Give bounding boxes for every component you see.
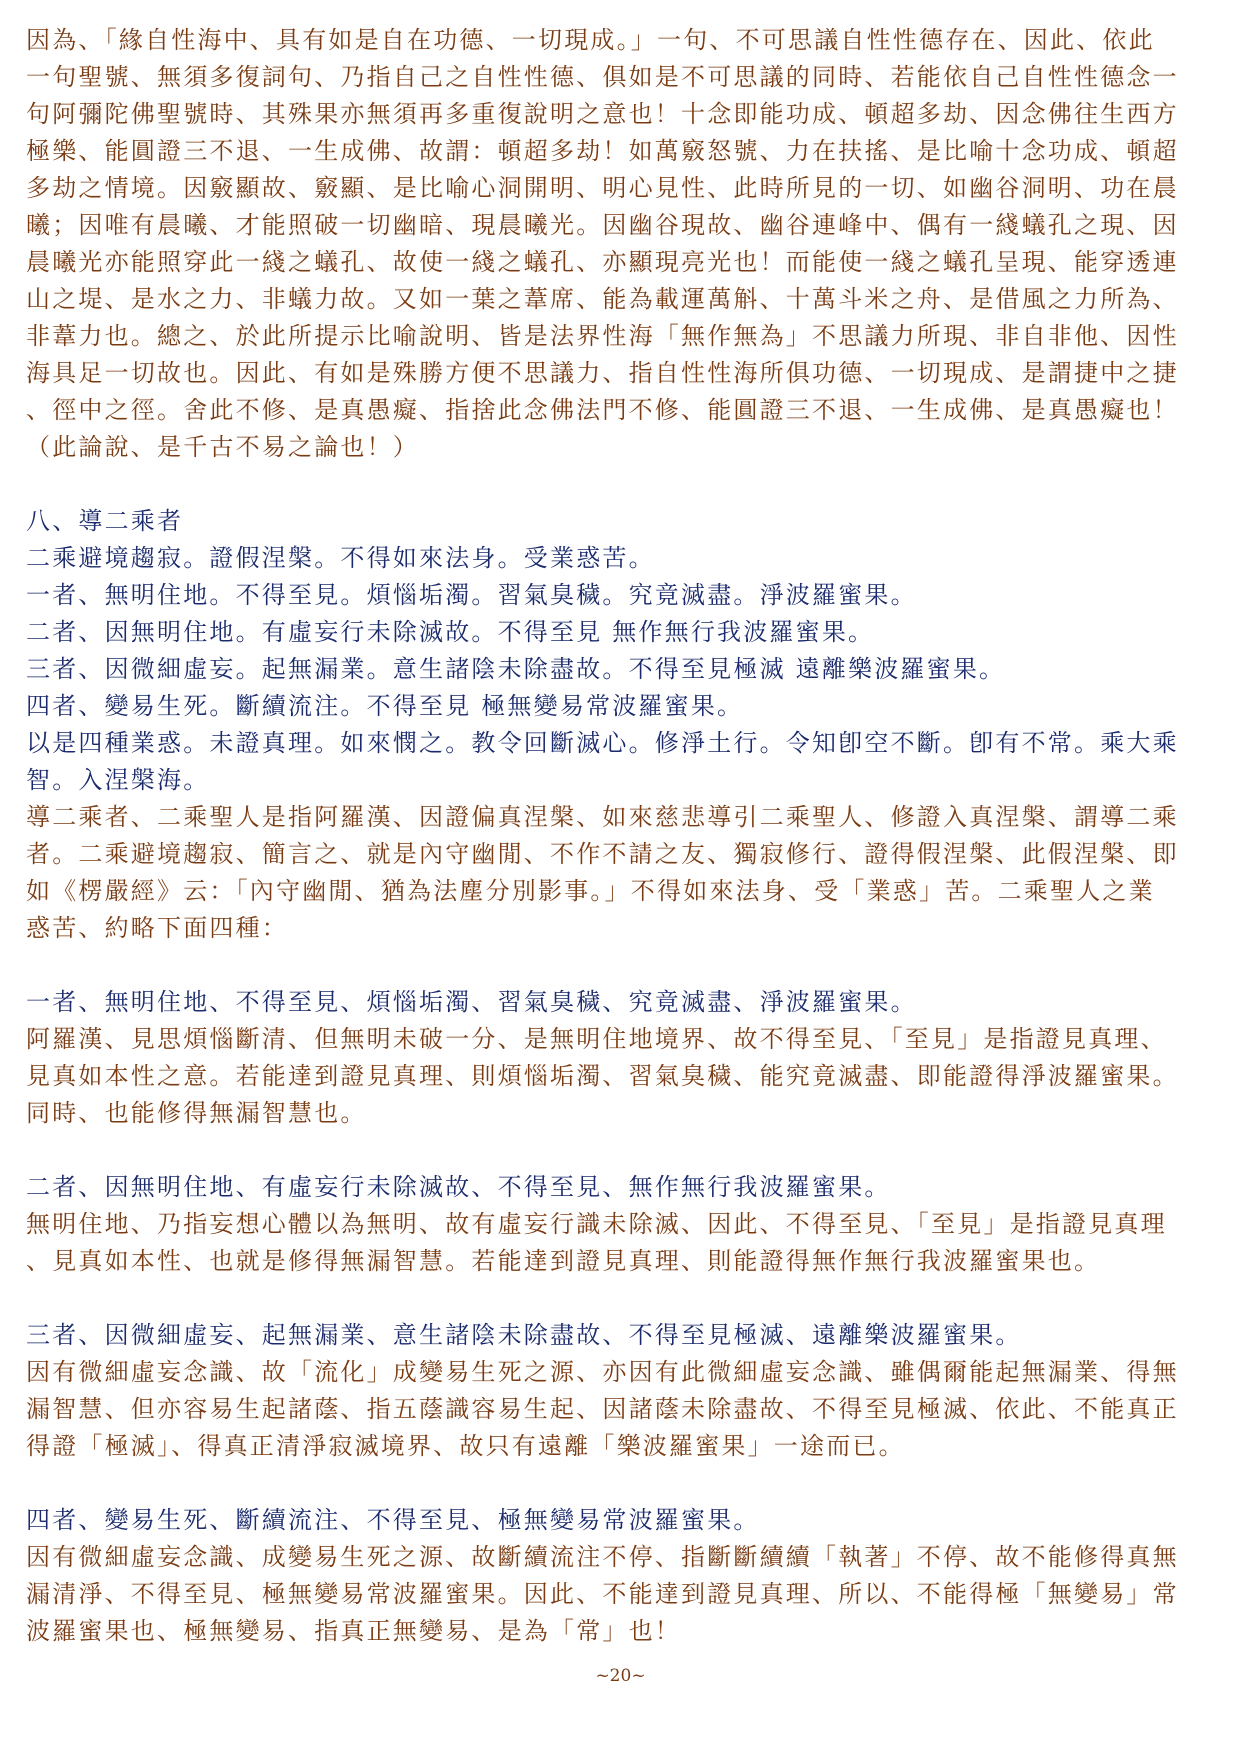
text-line: 非葦力也。總之、於此所提示比喻說明、皆是法界性海「無作無為」不思議力所現、非自非他、因性	[26, 322, 1179, 350]
page-number: ~20~	[595, 1666, 646, 1686]
text-line: 導二乘者、二乘聖人是指阿羅漢、因證偏真涅槃、如來慈悲導引二乘聖人、修證入真涅槃、謂導二乘	[26, 803, 1179, 831]
text-line: 漏清淨、不得至見、極無變易常波羅蜜果。因此、不能達到證見真理、所以、不能得極「無變易」常	[26, 1580, 1179, 1608]
text-line: 無明住地、乃指妄想心體以為無明、故有虛妄行識未除滅、因此、不得至見、「至見」是指證見真理	[26, 1210, 1167, 1238]
paragraph-gap	[26, 466, 1224, 503]
paragraph	[26, 1169, 1224, 1206]
text-line: 以是四種業惑。未證真理。如來憫之。教令回斷滅心。修淨土行。令知卽空不斷。卽有不常。乘大乘	[26, 729, 1179, 757]
text-line: 一者、無明住地。不得至見。煩惱垢濁。習氣臭穢。究竟滅盡。淨波羅蜜果。	[26, 581, 917, 609]
text-line: 晨曦光亦能照穿此一綫之蟻孔、故使一綫之蟻孔、亦顯現亮光也！而能使一綫之蟻孔呈現、能穿透連	[26, 248, 1179, 276]
text-line: 惑苦、約略下面四種：	[26, 914, 288, 942]
paragraph	[26, 984, 1224, 1021]
text-line: 阿羅漢、見思煩惱斷清、但無明未破一分、是無明住地境界、故不得至見、「至見」是指證見真理、	[26, 1025, 1167, 1053]
paragraph	[26, 1021, 1224, 1132]
paragraph	[26, 1206, 1224, 1280]
text-line: 四者、變易生死、斷續流注、不得至見、極無變易常波羅蜜果。	[26, 1506, 760, 1534]
text-line: 二者、因無明住地、有虛妄行未除滅故、不得至見、無作無行我波羅蜜果。	[26, 1173, 891, 1201]
paragraph-gap	[26, 1132, 1224, 1169]
text-line: 漏智慧、但亦容易生起諸蔭、指五蔭識容易生起、因諸蔭未除盡故、不得至見極滅、依此、不能真正	[26, 1395, 1179, 1423]
text-line: （此論說、是千古不易之論也！）	[26, 433, 419, 461]
text-line: 句阿彌陀佛聖號時、其殊果亦無須再多重復說明之意也！十念即能功成、頓超多劫、因念佛往生西方	[26, 100, 1179, 128]
text-line: 、見真如本性、也就是修得無漏智慧。若能達到證見真理、則能證得無作無行我波羅蜜果也。	[26, 1247, 1101, 1275]
text-line: 極樂、能圓證三不退、一生成佛、故謂：頓超多劫！如萬竅怒號、力在扶搖、是比喻十念功成、頓超	[26, 137, 1179, 165]
text-line: 一者、無明住地、不得至見、煩惱垢濁、習氣臭穢、究竟滅盡、淨波羅蜜果。	[26, 988, 917, 1016]
text-line: 多劫之情境。因竅顯故、竅顯、是比喻心洞開明、明心見性、此時所見的一切、如幽谷洞明、功在晨	[26, 174, 1179, 202]
text-line: 八、導二乘者	[26, 507, 184, 535]
paragraph	[26, 799, 1224, 947]
paragraph-gap	[26, 1280, 1224, 1317]
text-line: 因為、「緣自性海中、具有如是自在功德、一切現成。」一句、不可思議自性性德存在、因此、依此	[26, 26, 1155, 54]
text-line: 同時、也能修得無漏智慧也。	[26, 1099, 367, 1127]
text-line: 山之堤、是水之力、非蟻力故。又如一葉之葦席、能為載運萬斛、十萬斗米之舟、是借風之力所為、	[26, 285, 1179, 313]
paragraph	[26, 1317, 1224, 1354]
paragraph	[26, 1354, 1224, 1465]
paragraph	[26, 1502, 1224, 1539]
text-line: 一句聖號、無須多復詞句、乃指自己之自性性德、俱如是不可思議的同時、若能依自己自性性德念一	[26, 63, 1179, 91]
text-line: 、徑中之徑。舍此不修、是真愚癡、指捨此念佛法門不修、能圓證三不退、一生成佛、是真愚癡也！	[26, 396, 1179, 424]
text-line: 四者、變易生死。斷續流注。不得至見 極無變易常波羅蜜果。	[26, 692, 744, 720]
paragraph-gap	[26, 947, 1224, 984]
text-line: 曦；因唯有晨曦、才能照破一切幽暗、現晨曦光。因幽谷現故、幽谷連峰中、偶有一綫蟻孔之現、因	[26, 211, 1179, 239]
text-line: 者。二乘避境趨寂、簡言之、就是內守幽閒、不作不請之友、獨寂修行、證得假涅槃、此假涅槃、即	[26, 840, 1179, 868]
text-line: 見真如本性之意。若能達到證見真理、則煩惱垢濁、習氣臭穢、能究竟滅盡、即能證得淨波羅蜜果。	[26, 1062, 1179, 1090]
text-line: 二乘避境趨寂。證假涅槃。不得如來法身。受業惑苦。	[26, 544, 655, 572]
text-line: 因有微細虛妄念識、故「流化」成變易生死之源、亦因有此微細虛妄念識、雖偶爾能起無漏業、得無	[26, 1358, 1179, 1386]
paragraph	[26, 1539, 1224, 1650]
text-line: 三者、因微細虛妄、起無漏業、意生諸陰未除盡故、不得至見極滅、遠離樂波羅蜜果。	[26, 1321, 1022, 1349]
text-line: 如《楞嚴經》云：「內守幽閒、猶為法塵分別影事。」不得如來法身、受「業惑」苦。二乘聖人之業	[26, 877, 1155, 905]
text-line: 二者、因無明住地。有虛妄行未除滅故。不得至見 無作無行我波羅蜜果。	[26, 618, 875, 646]
paragraph	[26, 22, 1224, 466]
text-line: 智。入涅槃海。	[26, 766, 210, 794]
document-body	[26, 22, 1224, 1650]
text-line: 海具足一切故也。因此、有如是殊勝方便不思議力、指自性性海所俱功德、一切現成、是謂捷中之捷	[26, 359, 1179, 387]
text-line: 三者、因微細虛妄。起無漏業。意生諸陰未除盡故。不得至見極滅 遠離樂波羅蜜果。	[26, 655, 1006, 683]
text-line: 得證「極滅」、得真正清淨寂滅境界、故只有遠離「樂波羅蜜果」一途而已。	[26, 1432, 905, 1460]
paragraph	[26, 503, 1224, 799]
paragraph-gap	[26, 1465, 1224, 1502]
text-line: 因有微細虛妄念識、成變易生死之源、故斷續流注不停、指斷斷續續「執著」不停、故不能修得真無	[26, 1543, 1179, 1571]
text-line: 波羅蜜果也、極無變易、指真正無變易、是為「常」也！	[26, 1617, 681, 1645]
